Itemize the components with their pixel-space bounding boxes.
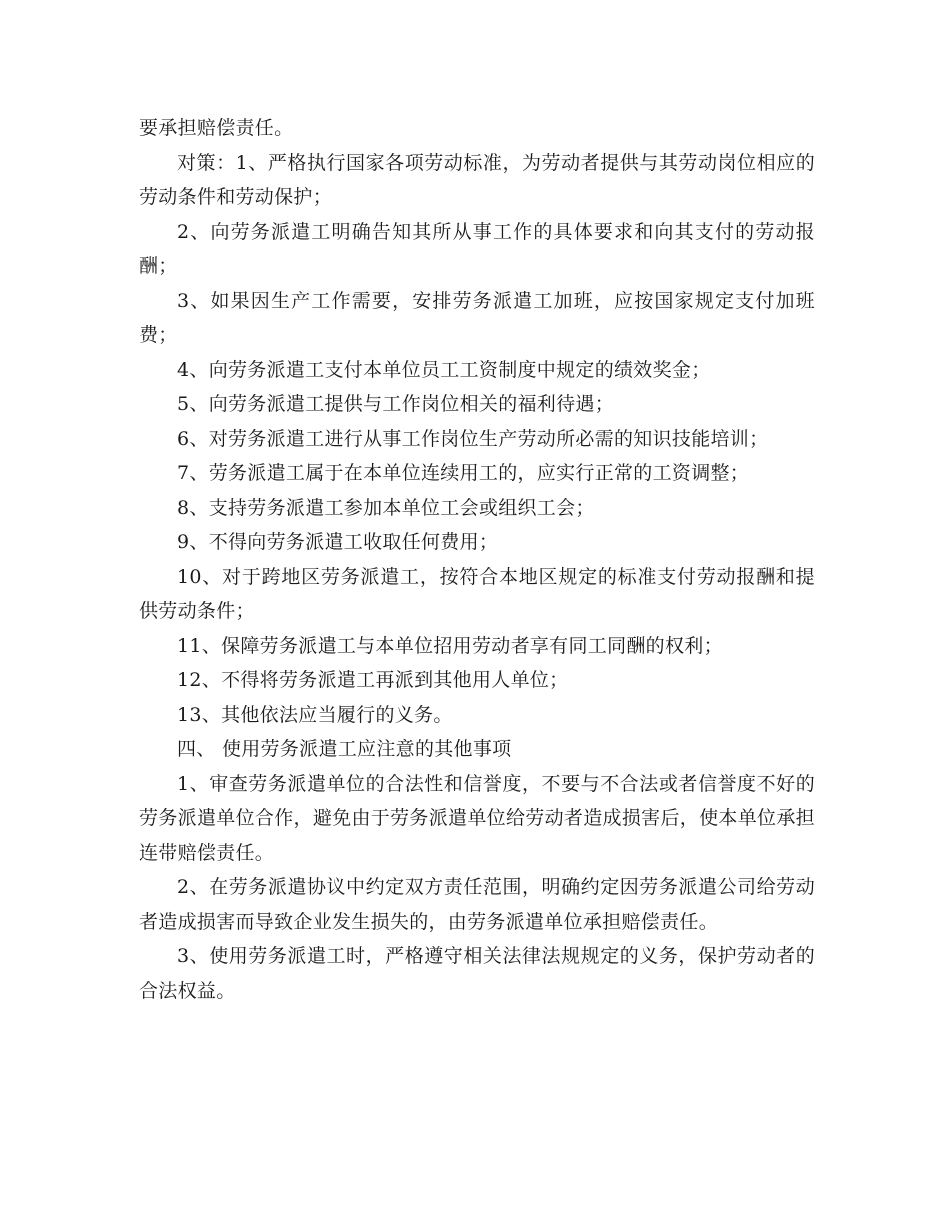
paragraph-note-1: 1、审查劳务派遣单位的合法性和信誉度，不要与不合法或者信誉度不好的劳务派遣单位合作，避免由于劳务派遣单位给劳动者造成损害后，使本单位承担连带赔偿责任。 (139, 772, 815, 864)
paragraph-countermeasure-1: 对策：1、严格执行国家各项劳动标准，为劳动者提供与其劳动岗位相应的劳动条件和劳动保护； (139, 151, 815, 208)
section-heading-4: 四、 使用劳务派遣工应注意的其他事项 (177, 738, 512, 760)
paragraph-note-3: 3、使用劳务派遣工时，严格遵守相关法律法规规定的义务，保护劳动者的合法权益。 (139, 945, 815, 1002)
paragraph-countermeasure-4: 4、向劳务派遣工支付本单位员工工资制度中规定的绩效奖金； (177, 358, 711, 381)
paragraph-countermeasure-6: 6、对劳务派遣工进行从事工作岗位生产劳动所必需的知识技能培训； (177, 427, 769, 450)
paragraph-countermeasure-3: 3、如果因生产工作需要，安排劳务派遣工加班，应按国家规定支付加班费； (139, 289, 815, 346)
paragraph-countermeasure-7: 7、劳务派遣工属于在本单位连续用工的，应实行正常的工资调整； (177, 462, 750, 484)
paragraph-note-2: 2、在劳务派遣协议中约定双方责任范围，明确约定因劳务派遣公司给劳动者造成损害而导致企业发生损失的，由劳务派遣单位承担赔偿责任。 (139, 876, 815, 933)
paragraph-countermeasure-11: 11、保障劳务派遣工与本单位招用劳动者享有同工同酬的权利； (177, 634, 723, 657)
paragraph-countermeasure-8: 8、支持劳务派遣工参加本单位工会或组织工会； (177, 496, 595, 519)
paragraph-countermeasure-2: 2、向劳务派遣工明确告知其所从事工作的具体要求和向其支付的劳动报酬； (139, 220, 815, 277)
document-body (139, 111, 815, 1008)
paragraph-continuation: 要承担赔偿责任。 (139, 117, 294, 139)
paragraph-countermeasure-10: 10、对于跨地区劳务派遣工，按符合本地区规定的标准支付劳动报酬和提供劳动条件； (139, 565, 815, 622)
paragraph-countermeasure-12: 12、不得将劳务派遣工再派到其他用人单位； (177, 669, 569, 691)
paragraph-countermeasure-13: 13、其他依法应当履行的义务。 (177, 703, 453, 726)
paragraph-countermeasure-5: 5、向劳务派遣工提供与工作岗位相关的福利待遇； (177, 393, 614, 415)
paragraph-countermeasure-9: 9、不得向劳务派遣工收取任何费用； (177, 531, 499, 553)
